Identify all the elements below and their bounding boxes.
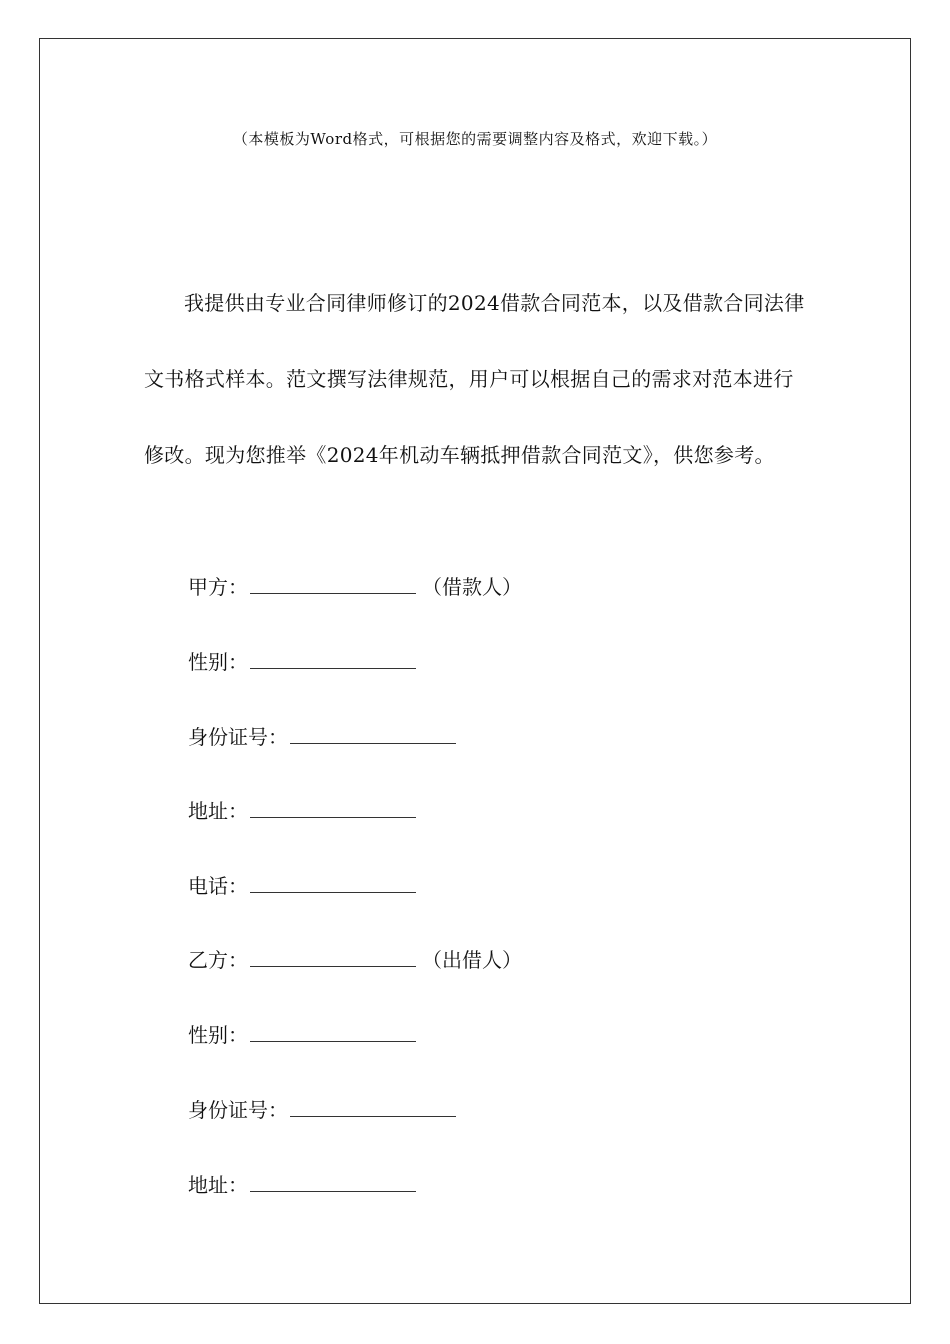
field-suffix: （借款人） <box>422 575 522 599</box>
field-label: 性别： <box>188 650 248 674</box>
field-label: 性别： <box>188 1023 248 1047</box>
fill-blank <box>250 573 416 594</box>
fill-blank <box>290 1096 456 1117</box>
fill-blank <box>250 1021 416 1042</box>
party-a-phone-line <box>188 871 416 901</box>
party-b-line <box>188 945 522 975</box>
fill-blank <box>250 797 416 818</box>
field-label: 身份证号： <box>188 1098 288 1122</box>
field-label: 地址： <box>188 799 248 823</box>
fill-blank <box>250 1171 416 1192</box>
fill-blank <box>250 872 416 893</box>
party-a-gender-line <box>188 647 416 677</box>
party-a-line <box>188 572 522 602</box>
page-border <box>39 38 911 1304</box>
fill-blank <box>250 648 416 669</box>
field-label: 甲方： <box>188 575 248 599</box>
template-note: （本模板为Word格式，可根据您的需要调整内容及格式，欢迎下载。） <box>232 130 718 148</box>
field-suffix: （出借人） <box>422 948 522 972</box>
field-label: 乙方： <box>188 948 248 972</box>
party-a-address-line <box>188 796 416 826</box>
party-a-id-line <box>188 722 456 752</box>
field-label: 电话： <box>188 874 248 898</box>
fill-blank <box>290 723 456 744</box>
party-b-address-line <box>188 1170 416 1200</box>
fill-blank <box>250 946 416 967</box>
party-b-id-line <box>188 1095 456 1125</box>
intro-paragraph: 我提供由专业合同律师修订的2024借款合同范本，以及借款合同法律文书格式样本。范文撰写法律规范，用户可以根据自己的需求对范本进行修改。现为您推举《2024年机动车辆抵押借款合同范文》，供您参考。 <box>144 291 805 467</box>
party-b-gender-line <box>188 1020 416 1050</box>
field-label: 身份证号： <box>188 725 288 749</box>
field-label: 地址： <box>188 1173 248 1197</box>
